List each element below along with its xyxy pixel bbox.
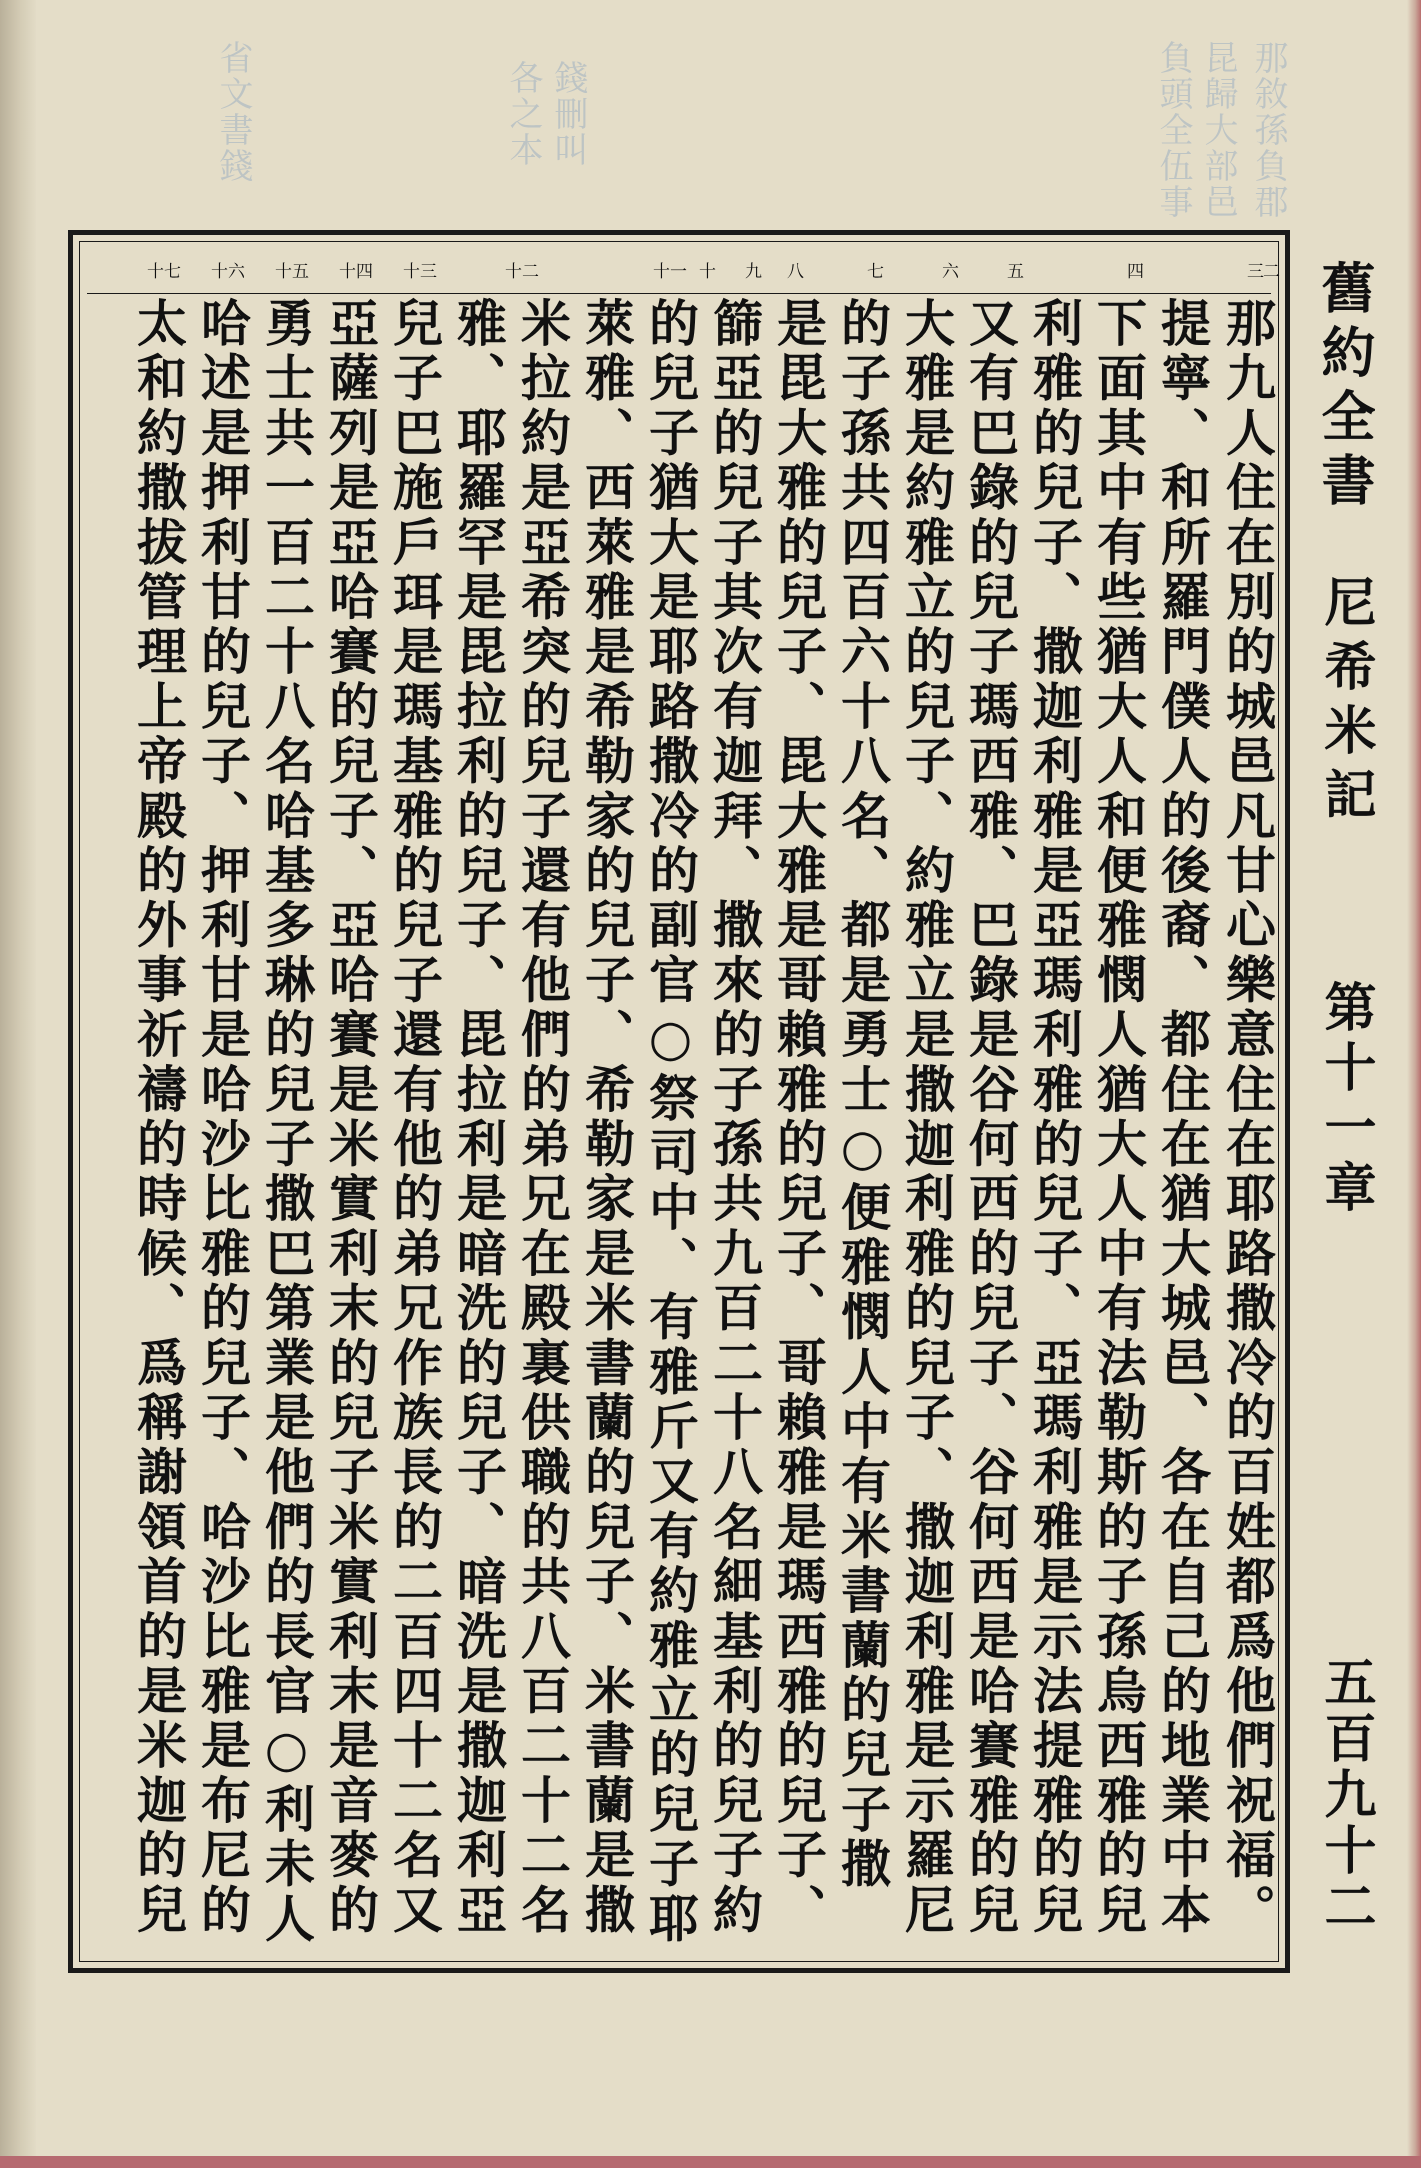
scripture-text (87, 297, 1277, 1952)
show-through-text: 負頭全伍事 (1153, 40, 1193, 220)
text-column: 亞薩列是亞哈賽的兒子、亞哈賽是米實利末的兒子米實利末是音麥的 (321, 297, 380, 1938)
text-column: 下面其中有些猶大人和便雅憫人猶大人中有法勒斯的子孫烏西雅的兒 (1089, 297, 1148, 1938)
text-column: 勇士共一百二十八名哈基多琳的兒子撒巴第業是他們的長官○利未人 (257, 297, 316, 1947)
chapter-heading: 第十一章 (1315, 980, 1376, 1220)
verse-marker: 十三 (403, 262, 437, 282)
verse-marker: 九 (745, 262, 762, 282)
verse-marker: 三 (1247, 262, 1264, 282)
text-column: 提寧、和所羅門僕人的後裔、都住在猶大城邑、各在自己的地業中本 (1153, 297, 1212, 1938)
book-name: 尼希米記 (1315, 575, 1376, 831)
verse-marker: 七 (867, 262, 884, 282)
verse-marker: 二 (1263, 262, 1280, 282)
text-column: 哈述是押利甘的兒子、押利甘是哈沙比雅的兒子、哈沙比雅是布尼的 (193, 297, 252, 1938)
text-column: 那九人住在別的城邑凡甘心樂意住在耶路撒冷的百姓都爲他們祝福。 (1218, 297, 1277, 1938)
text-column: 篩亞的兒子其次有迦拜、撒來的子孫共九百二十八名細基利的兒子約 (705, 297, 764, 1938)
verse-marker-strip (87, 249, 1280, 294)
verse-marker: 十七 (147, 262, 181, 282)
verse-marker: 十五 (275, 262, 309, 282)
text-column: 利雅的兒子、撒迦利雅是亞瑪利雅的兒子、亞瑪利雅是示法提雅的兒 (1025, 297, 1084, 1938)
verse-marker: 四 (1127, 262, 1144, 282)
show-through-text: 省文書錢 (213, 40, 253, 184)
text-column: 的兒子猶大是耶路撒冷的副官○祭司中、有雅斤又有約雅立的兒子耶 (641, 297, 700, 1947)
book-title: 舊約全書 (1313, 260, 1377, 516)
show-through-text: 各之本 (503, 60, 543, 168)
verse-marker: 十 (699, 262, 716, 282)
page-number: 五百九十二 (1315, 1655, 1376, 1935)
verse-marker: 八 (787, 262, 804, 282)
show-through-text: 那敘孫負郡 (1248, 40, 1288, 220)
verse-marker: 六 (942, 262, 959, 282)
verse-marker: 十六 (211, 262, 245, 282)
page-edge (1407, 0, 1421, 2168)
show-through-text: 昆歸大部邑 (1198, 40, 1238, 220)
text-column: 又有巴錄的兒子瑪西雅、巴錄是谷何西的兒子、谷何西是哈賽雅的兒 (961, 297, 1020, 1938)
verse-marker: 十一 (653, 262, 687, 282)
text-frame (68, 230, 1290, 1973)
verse-marker: 五 (1007, 262, 1024, 282)
text-column: 雅、耶羅罕是毘拉利的兒子、毘拉利是暗洗的兒子、暗洗是撒迦利亞 (449, 297, 508, 1938)
text-column: 兒子巴施戶珥是瑪基雅的兒子還有他的弟兄作族長的二百四十二名又 (385, 297, 444, 1938)
text-column: 萊雅、西萊雅是希勒家的兒子、希勒家是米書蘭的兒子、米書蘭是撒 (577, 297, 636, 1938)
book-binding (0, 0, 36, 2168)
text-column: 米拉約是亞希突的兒子還有他們的弟兄在殿裏供職的共八百二十二名 (513, 297, 572, 1938)
text-column: 是毘大雅的兒子、毘大雅是哥賴雅的兒子、哥賴雅是瑪西雅的兒子、 (769, 297, 828, 1938)
show-through-text: 錢刪叫 (548, 60, 588, 168)
bottom-page-edge (0, 2156, 1421, 2168)
verse-marker: 十二 (505, 262, 539, 282)
text-column: 太和約撒拔管理上帝殿的外事祈禱的時候、爲稱謝領首的是米迦的兒 (129, 297, 188, 1938)
text-column: 的子孫共四百六十八名、都是勇士○便雅憫人中有米書蘭的兒子撒 (833, 297, 892, 1893)
verse-marker: 十四 (339, 262, 373, 282)
text-column: 大雅是約雅立的兒子、約雅立是撒迦利雅的兒子、撒迦利雅是示羅尼 (897, 297, 956, 1938)
